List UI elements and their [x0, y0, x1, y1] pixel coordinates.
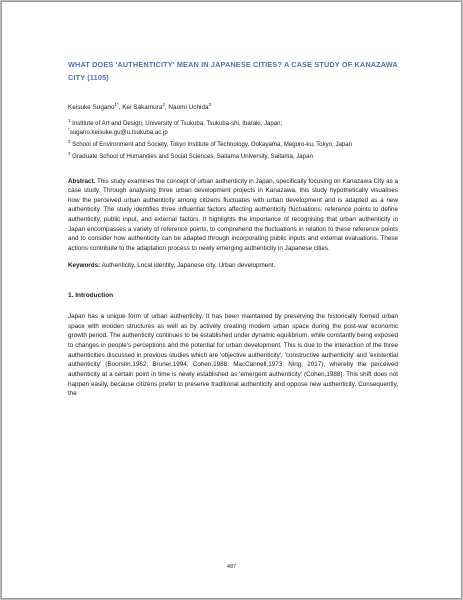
affiliation-superscript: 3 [68, 151, 71, 157]
abstract-text: This study examines the concept of urban authenticity in Japan, specifically focusing on Kanazawa City as a case study. Through analysing three urban development projects in Kanazawa, this study hypothetically visualises how the perceived urban authenticity among citizens fluctuates with urban development and is adapted as a new authenticity. The study identifies three influential factors affecting authenticity fluctuations: reference points to define authenticity, public input, and external factors. It highlights the importance of recognising that urban authenticity in Japan encompasses a variety of reference points, to comprehend the fluctuations in relation to these reference points and to consider how authenticity can be adapted through incorporating public inputs and external evaluations. These actions contribute to the adaptation process to newly emerging authenticity in Japanese cities. [68, 177, 398, 252]
paper-title: WHAT DOES 'AUTHENTICITY' MEAN IN JAPANESE CITIES? A CASE STUDY OF KANAZAWA CITY (1105) [68, 60, 398, 82]
affiliation-superscript: 2 [68, 139, 71, 145]
author-superscript: 1* [114, 102, 119, 107]
affiliation-superscript: 1 [68, 118, 71, 123]
keywords-line [68, 261, 398, 271]
affiliation-item [68, 119, 398, 128]
affiliation-text: Institute of Art and Design, University of Tsukuba, Tsukuba-shi, Ibaraki, Japan; [70, 120, 283, 127]
author-name: Naomi Uchida [168, 104, 209, 111]
affiliation-superscript: * [68, 127, 70, 133]
keywords-text: Authenticity, Local identity, Japanese city, Urban development. [101, 262, 276, 270]
author-name: Kei Sakamura [122, 104, 163, 111]
affiliation-item [68, 140, 398, 149]
email-link[interactable]: sugano.keisuke.gu@u.tsukuba.ac.jp [69, 129, 168, 137]
author-separator: , [118, 104, 123, 111]
page-number: 487 [226, 564, 237, 570]
abstract-paragraph [68, 177, 398, 254]
abstract-label: Abstract. [68, 177, 96, 185]
affiliations [68, 119, 398, 162]
document-page [2, 2, 461, 598]
keywords-label: Keywords: [68, 262, 101, 270]
affiliation-email[interactable] [68, 128, 398, 137]
author-superscript: 2 [162, 102, 165, 107]
section-heading-introduction: 1. Introduction [68, 291, 114, 299]
author-superscript: 3 [208, 102, 212, 107]
affiliation-item [68, 152, 398, 161]
affiliation-text: Graduate School of Humanities and Social Sciences, Saitama University, Saitama, Japan [70, 153, 313, 161]
page-content [68, 58, 398, 399]
body-paragraph: Japan has a unique form of urban authenticity. It has been maintained by preserving the historically formed urban space with wooden structures as well as by actively creating modern urban space during the post-war economic growth period. The authenticity continues to be established under dynamic equilibrium, while constantly being exposed to changes in people's perceptions and the potential for urban development. This is due to the interaction of the three authenticities discussed in previous studies which are 'objective authenticity', 'constructive authenticity' and 'existential authenticity' (Boorstin,1962; Bruner,1994; Cohen,1988; MacCannell,1973; Ning, 2017), whereby the perceived authenticity at a certain point in time is newly established as 'emergent authenticity' (Cohen,1988). This shift does not happen easily, because citizens prefer to preserve traditional authenticity and oppose new authenticity. Consequently, the [68, 312, 398, 398]
author-line [68, 103, 398, 113]
author-separator: , [164, 104, 169, 111]
author-name: Keisuke Sugano [68, 104, 115, 111]
affiliation-text: School of Environment and Society, Tokyo Institute of Technology, Ookayama, Meguro-ku, Tokyo, Japan [70, 141, 353, 149]
